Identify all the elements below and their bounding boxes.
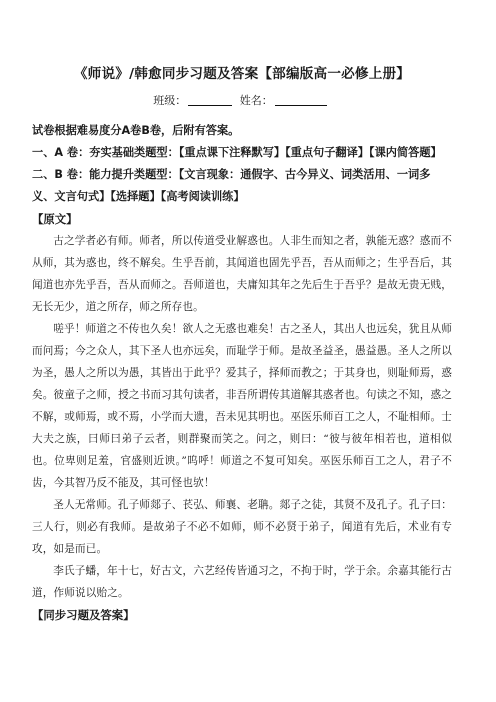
answers-heading: 【同步习题及答案】 — [32, 608, 135, 622]
section-a-text: 一、A 卷：夯实基础类题型：【重点课下注释默写】【重点句子翻译】【课内简答题】 — [32, 146, 442, 159]
original-text-heading: 【原文】 — [32, 212, 78, 226]
paragraph-4: 李氏子蟠，年十七，好古文，六艺经传皆通习之，不拘于时，学于余。余嘉其能行古道，作师说以贻之。 — [32, 565, 452, 599]
class-name-line — [32, 92, 452, 108]
class-label: 班级： — [153, 94, 187, 107]
intro-text: 试卷根据难易度分A卷B卷，后附有答案。 — [32, 124, 240, 137]
paragraph-2: 嗟乎！师道之不传也久矣！欲人之无惑也难矣！古之圣人，其出人也远矣，犹且从师而问焉；今之众人，其下圣人也亦远矣，而耻学于师。是故圣益圣，愚益愚。圣人之所以为圣，愚人之所以为愚，其皆出于此乎？爱其子，择师而教之；于其身也，则耻师焉，惑矣。彼童子之师，授之书而习其句读者，非吾所谓传其道解其惑者也。句读之不知，惑之不解，或师焉，或不焉，小学而大遗，吾未见其明也。巫医乐师百工之人，不耻相师。士大夫之族，曰师曰弟子云者，则群聚而笑之。问之，则曰：“彼与彼年相若也，道相似也。位卑则足羞，官盛则近谀。”呜呼！师道之不复可知矣。巫医乐师百工之人，君子不齿，今其智乃反不能及，其可怪也欤！ — [32, 323, 452, 489]
paragraph-1: 古之学者必有师。师者，所以传道受业解惑也。人非生而知之者，孰能无惑？惑而不从师，其为惑也，终不解矣。生乎吾前，其闻道也固先乎吾，吾从而师之；生乎吾后，其闻道也亦先乎吾，吾从而师之。吾师道也，夫庸知其年之先后生于吾乎？是故无贵无贱，无长无少，道之所存，师之所存也。 — [32, 235, 452, 313]
document-title: 《师说》/韩愈同步习题及答案【部编版高一必修上册】 — [73, 66, 411, 82]
class-blank[interactable] — [188, 94, 232, 106]
paragraph-3: 圣人无常师。孔子师郯子、苌弘、师襄、老聃。郯子之徒，其贤不及孔子。孔子曰：三人行，则必有我师。是故弟子不必不如师，师不必贤于弟子，闻道有先后，术业有专攻，如是而已。 — [32, 499, 452, 555]
name-blank[interactable] — [275, 94, 327, 106]
name-label: 姓名： — [239, 94, 273, 107]
section-b-text: 二、B 卷：能力提升类题型：【文言现象：通假字、古今异义、词类活用、一词多义、文言句式】【选择题】【高考阅读训练】 — [32, 168, 431, 203]
